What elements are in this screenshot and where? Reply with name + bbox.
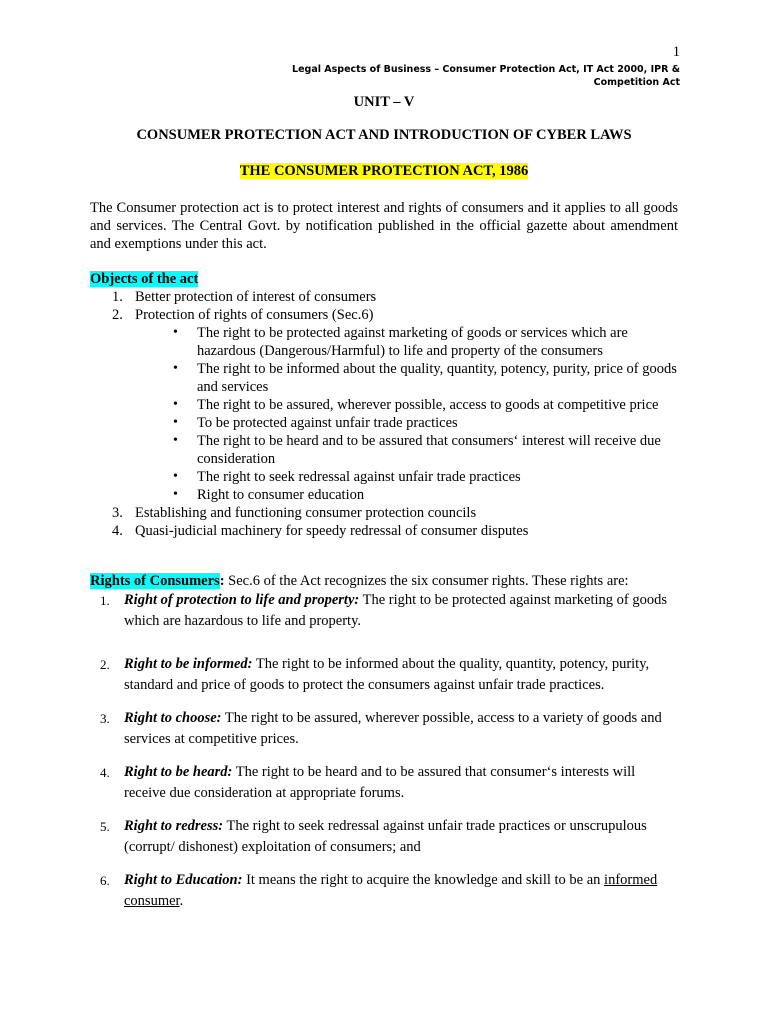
right-term: Right to choose: bbox=[124, 710, 222, 726]
list-number: 1. bbox=[100, 593, 110, 608]
bullet-item bbox=[135, 396, 678, 414]
list-item bbox=[90, 522, 678, 540]
bullet-text: The right to be protected against marketing of goods or services which are hazardous (Dangerous/Harmful) to life and property of the consumers bbox=[197, 325, 628, 359]
right-term: Right to be heard: bbox=[124, 764, 233, 780]
bullet-text: Right to consumer education bbox=[197, 487, 365, 503]
list-item bbox=[90, 306, 678, 504]
bullet-icon: • bbox=[173, 487, 178, 502]
list-item-text: Better protection of interest of consumers bbox=[135, 289, 377, 305]
list-number: 4. bbox=[112, 523, 123, 539]
document-body bbox=[90, 93, 678, 912]
act-title: THE CONSUMER PROTECTION ACT, 1986 bbox=[239, 163, 529, 179]
list-item bbox=[90, 654, 678, 696]
right-term: Right to Education: bbox=[124, 872, 243, 888]
list-number: 2. bbox=[112, 307, 123, 323]
rights-sub-list bbox=[135, 324, 678, 504]
list-item bbox=[90, 288, 678, 306]
right-description: The right to be heard and to be assured that consumer‘s interests will receive due consideration at appropriate forums. bbox=[124, 764, 636, 801]
list-number: 5. bbox=[100, 819, 110, 834]
bullet-text: To be protected against unfair trade practices bbox=[197, 415, 458, 431]
list-number: 3. bbox=[100, 711, 110, 726]
bullet-icon: • bbox=[173, 361, 178, 376]
bullet-item bbox=[135, 468, 678, 486]
right-description: The right to be protected against marketing of goods which are hazardous to life and property. bbox=[124, 592, 667, 629]
informed-consumer-underlined: informed consumer bbox=[124, 872, 658, 909]
bullet-icon: • bbox=[173, 469, 178, 484]
right-description: It means the right to acquire the knowledge and skill to be an bbox=[242, 872, 605, 888]
bullet-item bbox=[135, 360, 678, 396]
rights-heading: Rights of Consumers bbox=[90, 573, 220, 589]
right-description: The right to seek redressal against unfair trade practices or unscrupulous (corrupt/ dishonest) exploitation of consumers; and bbox=[124, 818, 647, 855]
list-number: 4. bbox=[100, 765, 110, 780]
bullet-item bbox=[135, 432, 678, 468]
right-term: Right of protection to life and property: bbox=[124, 592, 360, 608]
list-item bbox=[90, 504, 678, 522]
right-term: Right to be informed: bbox=[124, 656, 253, 672]
bullet-text: The right to seek redressal against unfair trade practices bbox=[197, 469, 521, 485]
bullet-icon: • bbox=[173, 325, 178, 340]
list-item bbox=[90, 762, 678, 804]
bullet-text: The right to be heard and to be assured that consumers‘ interest will receive due consideration bbox=[197, 433, 661, 467]
rights-intro-line bbox=[90, 572, 678, 590]
rights-heading-colon: : bbox=[219, 573, 225, 589]
right-term: Right to redress: bbox=[124, 818, 224, 834]
bullet-text: The right to be assured, wherever possible, access to goods at competitive price bbox=[197, 397, 659, 413]
right-description-end: . bbox=[179, 893, 184, 909]
bullet-icon: • bbox=[173, 415, 178, 430]
rights-intro: Sec.6 of the Act recognizes the six consumer rights. These rights are: bbox=[224, 573, 629, 589]
page-number: 1 bbox=[672, 44, 680, 60]
list-item bbox=[90, 708, 678, 750]
list-item-text: Quasi-judicial machinery for speedy redressal of consumer disputes bbox=[135, 523, 529, 539]
right-description: The right to be informed about the quality, quantity, potency, purity, standard and price of goods to protect the consumers against unfair trade practices. bbox=[124, 656, 650, 693]
list-item bbox=[90, 590, 678, 632]
bullet-item bbox=[135, 486, 678, 504]
objects-heading: Objects of the act bbox=[90, 271, 199, 287]
intro-paragraph: The Consumer protection act is to protect interest and rights of consumers and it applies to all goods and services. The Central Govt. by notification published in the official gazette about amendment and exemptions under this act. bbox=[90, 200, 678, 252]
objects-heading-line bbox=[90, 270, 678, 288]
main-title: CONSUMER PROTECTION ACT AND INTRODUCTION OF CYBER LAWS bbox=[136, 127, 632, 143]
bullet-item bbox=[135, 414, 678, 432]
list-number: 3. bbox=[112, 505, 123, 521]
bullet-text: The right to be informed about the quality, quantity, potency, purity, price of goods and services bbox=[197, 361, 677, 395]
list-item bbox=[90, 816, 678, 858]
bullet-icon: • bbox=[173, 397, 178, 412]
list-item-text: Establishing and functioning consumer protection councils bbox=[135, 505, 477, 521]
right-description: The right to be assured, wherever possible, access to a variety of goods and services at competitive prices. bbox=[124, 710, 662, 747]
act-title-line bbox=[90, 162, 678, 180]
unit-title: UNIT – V bbox=[353, 94, 415, 110]
consumer-rights-list bbox=[90, 590, 678, 912]
list-item bbox=[90, 870, 678, 912]
list-item-text: Protection of rights of consumers (Sec.6) bbox=[135, 307, 374, 323]
list-number: 2. bbox=[100, 657, 110, 672]
list-number: 6. bbox=[100, 873, 110, 888]
bullet-item bbox=[135, 324, 678, 360]
objects-list bbox=[90, 288, 678, 540]
bullet-icon: • bbox=[173, 433, 178, 448]
running-header: Legal Aspects of Business – Consumer Protection Act, IT Act 2000, IPR & Competition Act bbox=[292, 64, 680, 88]
list-number: 1. bbox=[112, 289, 123, 305]
